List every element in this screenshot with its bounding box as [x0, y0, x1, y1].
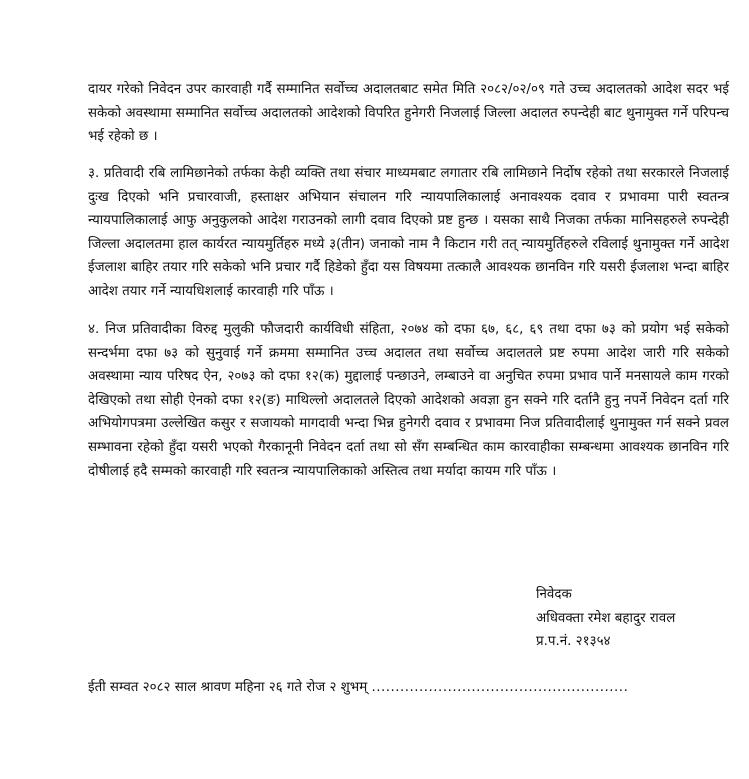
paragraph-1: दायर गरेको निवेदन उपर कारवाही गर्दै सम्मानित सर्वोच्च अदालतबाट समेत मिति २०८२/०२/०९ गते उच्च अदालतको आदेश सदर भई सकेको अवस्थामा सम्मानित सर्वोच्च अदालतको आदेशको विपरित हुनेगरी निजलाई जिल्ला अदालत रुपन्देही बाट थुनामुक्त गर्ने परिपन्च भई रहेको छ । — [88, 82, 729, 145]
paragraph-2: ३. प्रतिवादी रबि लामिछानेको तर्फका केही व्यक्ति तथा संचार माध्यमबाट लगातार रबि लामिछाने निर्दोष रहेको तथा सरकारले निजलाई दुःख दिएको भनि प्रचारवाजी, हस्ताक्षर अभियान संचालन गरि न्यायपालिकालाई अनावश्यक दवाव र प्रभावमा पारी स्वतन्त्र न्यायपालिकालाई आफु अनुकुलको आदेश गराउनको लागी दवाव दिएको प्रष्ट हुन्छ । यसका साथै निजका तर्फका मानिसहरुले रुपन्देही जिल्ला अदालतमा हाल कार्यरत न्यायमुर्तिहरु मध्ये ३(तीन) जनाको नाम नै किटान गरी तत् न्यायमुर्तिहरुले रविलाई थुनामुक्त गर्ने आदेश ईजलाश बाहिर तयार गरि सकेको भनि प्रचार गर्दै हिडेको हुँदा यस विषयमा तत्काल‌ै आवश्यक छानविन गरि यसरी ईजलाश भन्दा बाहिर आदेश तयार गर्ने न्यायधिशलाई कारवाही गरि पाँऊ । — [88, 166, 730, 299]
signature-applicant-label: निवेदक — [536, 587, 572, 602]
closing-line — [88, 676, 729, 700]
paragraph-3: ४. निज प्रतिवादीका विरुद्द मुलुकी फौजदारी कार्यविधी संहिता, २०७४ को दफा ६७, ६८, ६९ तथा दफा ७३ को प्रयोग भई सकेको सन्दर्भमा दफा ७३ को सुनुवाई गर्ने क्रममा सम्मानित उच्च अदालत तथा सर्वोच्च अदालतले प्रष्ट रुपमा आदेश जारी गरि सकेको अवस्थामा न्याय परिषद ऐन, २०७३ को दफा १२(क) मुद्दालाई पन्छाउने, लम्बाउने वा अनुचित रुपमा प्रभाव पार्ने मनसायले काम गरको देखिएको तथा सोही ऐनको दफा १२(ङ) माथिल्लो अदालतले दिएको आदेशको अवज्ञा हुन सक्ने गरि दर्तानै हुनु नपर्ने निवेदन दर्ता गरि अभियोगपत्रमा उल्लेखित कसुर र सजायको मागदावी भन्दा भिन्न हुनेगरी दवाव र प्रभावमा निज प्रतिवादीलाई थुनामुक्त गर्न सक्ने प्रवल सम्भावना रहेको हुँदा यसरी भएको गैरकानूनी निवेदन दर्ता तथा सो सँग सम्बन्धित काम कारवाहीका सम्बन्धमा आवश्यक छानविन गरि दोषीलाई हदै सम्मको कारवाही गरि स्वतन्त्र न्यायपालिकाको अस्तित्व तथा मर्यादा कायम गरि पाँऊ । — [88, 322, 729, 479]
signature-block — [536, 583, 675, 654]
signature-license-number: प्र.प.नं. २१३५४ — [536, 634, 611, 650]
closing-dots: ...................................................... — [371, 680, 629, 695]
closing-date-text: ईती सम्वत २०८२ साल श्रावण महिना २६ गते रोज २ शुभम् — [88, 680, 368, 695]
signature-name: अधिवक्ता रमेश बहादुर रावल — [536, 610, 676, 626]
